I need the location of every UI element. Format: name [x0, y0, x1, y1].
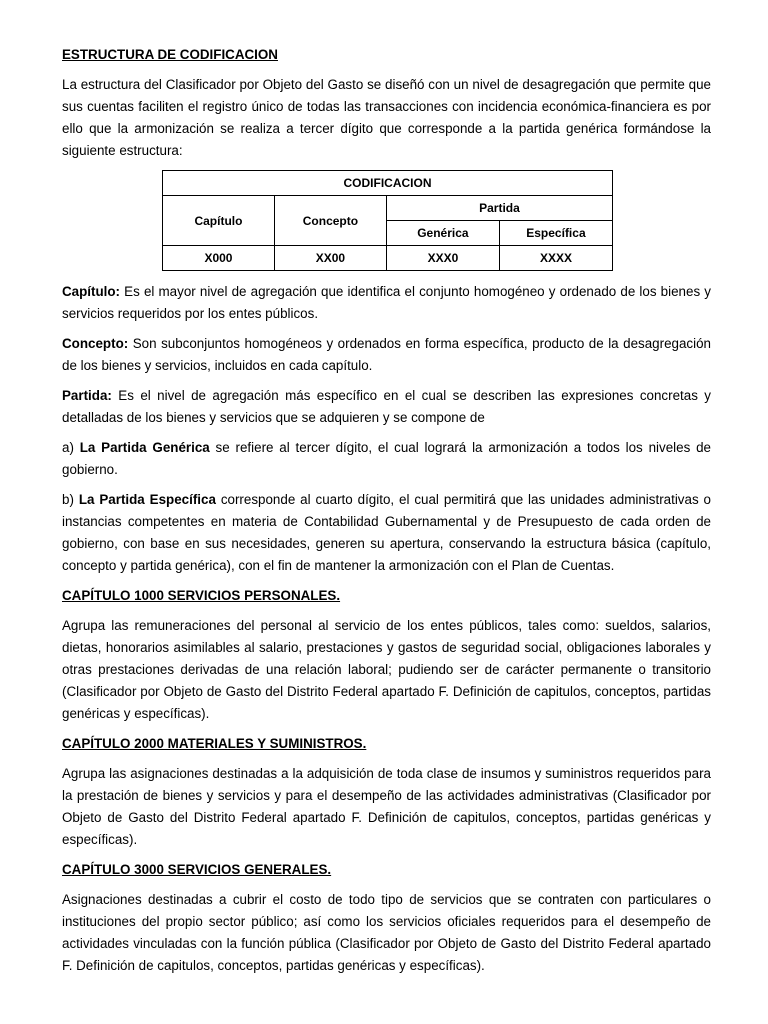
header-generica: Genérica [386, 221, 499, 246]
header-concepto: Concepto [274, 196, 386, 246]
heading-estructura: ESTRUCTURA DE CODIFICACION [62, 47, 278, 62]
header-especifica: Específica [499, 221, 612, 246]
document-page [62, 44, 711, 985]
definition-partida [62, 385, 711, 429]
header-partida: Partida [386, 196, 612, 221]
heading-capitulo-1000: CAPÍTULO 1000 SERVICIOS PERSONALES. [62, 588, 341, 603]
codificacion-table [162, 170, 613, 271]
code-capitulo: X000 [163, 246, 275, 271]
text-partida-especifica: corresponde al cuarto dígito, el cual permitirá que las unidades administrativas o instancias competentes en materia de Contabilidad Gubernamental y de Presupuesto de cada orden de gobierno, con base en sus necesidades, generen su apertura, conservando la estructura básica (capítulo, concepto y partida genérica), con el fin de mantener la armonización con el Plan de Cuentas. [62, 492, 711, 573]
header-capitulo: Capítulo [163, 196, 275, 246]
definition-concepto [62, 333, 711, 377]
term-capitulo: Capítulo: [62, 284, 121, 299]
term-partida-especifica: La Partida Específica [78, 492, 216, 507]
term-partida-generica: La Partida Genérica [79, 440, 210, 455]
prefix-a: a) [62, 440, 80, 455]
intro-paragraph: La estructura del Clasificador por Objeto del Gasto se diseñó con un nivel de desagregación que permite que sus cuentas faciliten el registro único de todas las transacciones con incidencia económica-financiera es por ello que la armonización se realiza a tercer dígito que corresponde a la partida genérica formándose la siguiente estructura: [62, 77, 711, 158]
text-partida: Es el nivel de agregación más específico en el cual se describen las expresiones concretas y detalladas de los bienes y servicios que se adquieren y se compone de [62, 388, 711, 425]
prefix-b: b) [62, 492, 79, 507]
definition-partida-generica [62, 437, 711, 481]
text-capitulo-3000: Asignaciones destinadas a cubrir el costo de todo tipo de servicios que se contraten con particulares o instituciones del propio sector público; así como los servicios oficiales requeridos para el desempeño de actividades vinculadas con la función pública (Clasificador por Objeto de Gasto del Distrito Federal apartado F. Definición de capitulos, conceptos, partidas genéricas y específicas). [62, 892, 711, 973]
code-generica: XXX0 [386, 246, 499, 271]
text-concepto: Son subconjuntos homogéneos y ordenados en forma específica, producto de la desagregación de los bienes y servicios, incluidos en cada capítulo. [62, 336, 711, 373]
definition-partida-especifica [62, 489, 711, 577]
text-capitulo-2000: Agrupa las asignaciones destinadas a la adquisición de toda clase de insumos y suministros requeridos para la prestación de bienes y servicios y para el desempeño de las actividades administrativas (Clasificador por Objeto de Gasto del Distrito Federal apartado F. Definición de capitulos, conceptos, partidas genéricas y específicas). [62, 766, 711, 847]
text-partida-generica: se refiere al tercer dígito, el cual logrará la armonización a todos los niveles de gobierno. [62, 440, 711, 477]
heading-capitulo-2000: CAPÍTULO 2000 MATERIALES Y SUMINISTROS. [62, 736, 367, 751]
text-capitulo: Es el mayor nivel de agregación que identifica el conjunto homogéneo y ordenado de los bienes y servicios requeridos por los entes públicos. [62, 284, 711, 321]
definition-capitulo [62, 281, 711, 325]
code-especifica: XXXX [499, 246, 612, 271]
table-title: CODIFICACION [163, 171, 613, 196]
text-capitulo-1000: Agrupa las remuneraciones del personal al servicio de los entes públicos, tales como: sueldos, salarios, dietas, honorarios asimilables al salario, prestaciones y gastos de seguridad social, obligaciones laborales y otras prestaciones derivadas de una relación laboral; pudiendo ser de carácter permanente o transitorio (Clasificador por Objeto de Gasto del Distrito Federal apartado F. Definición de capitulos, conceptos, partidas genéricas y específicas). [62, 618, 711, 721]
codificacion-table-wrap [162, 170, 613, 271]
term-concepto: Concepto: [62, 336, 129, 351]
code-concepto: XX00 [274, 246, 386, 271]
heading-capitulo-3000: CAPÍTULO 3000 SERVICIOS GENERALES. [62, 862, 332, 877]
term-partida: Partida: [62, 388, 112, 403]
